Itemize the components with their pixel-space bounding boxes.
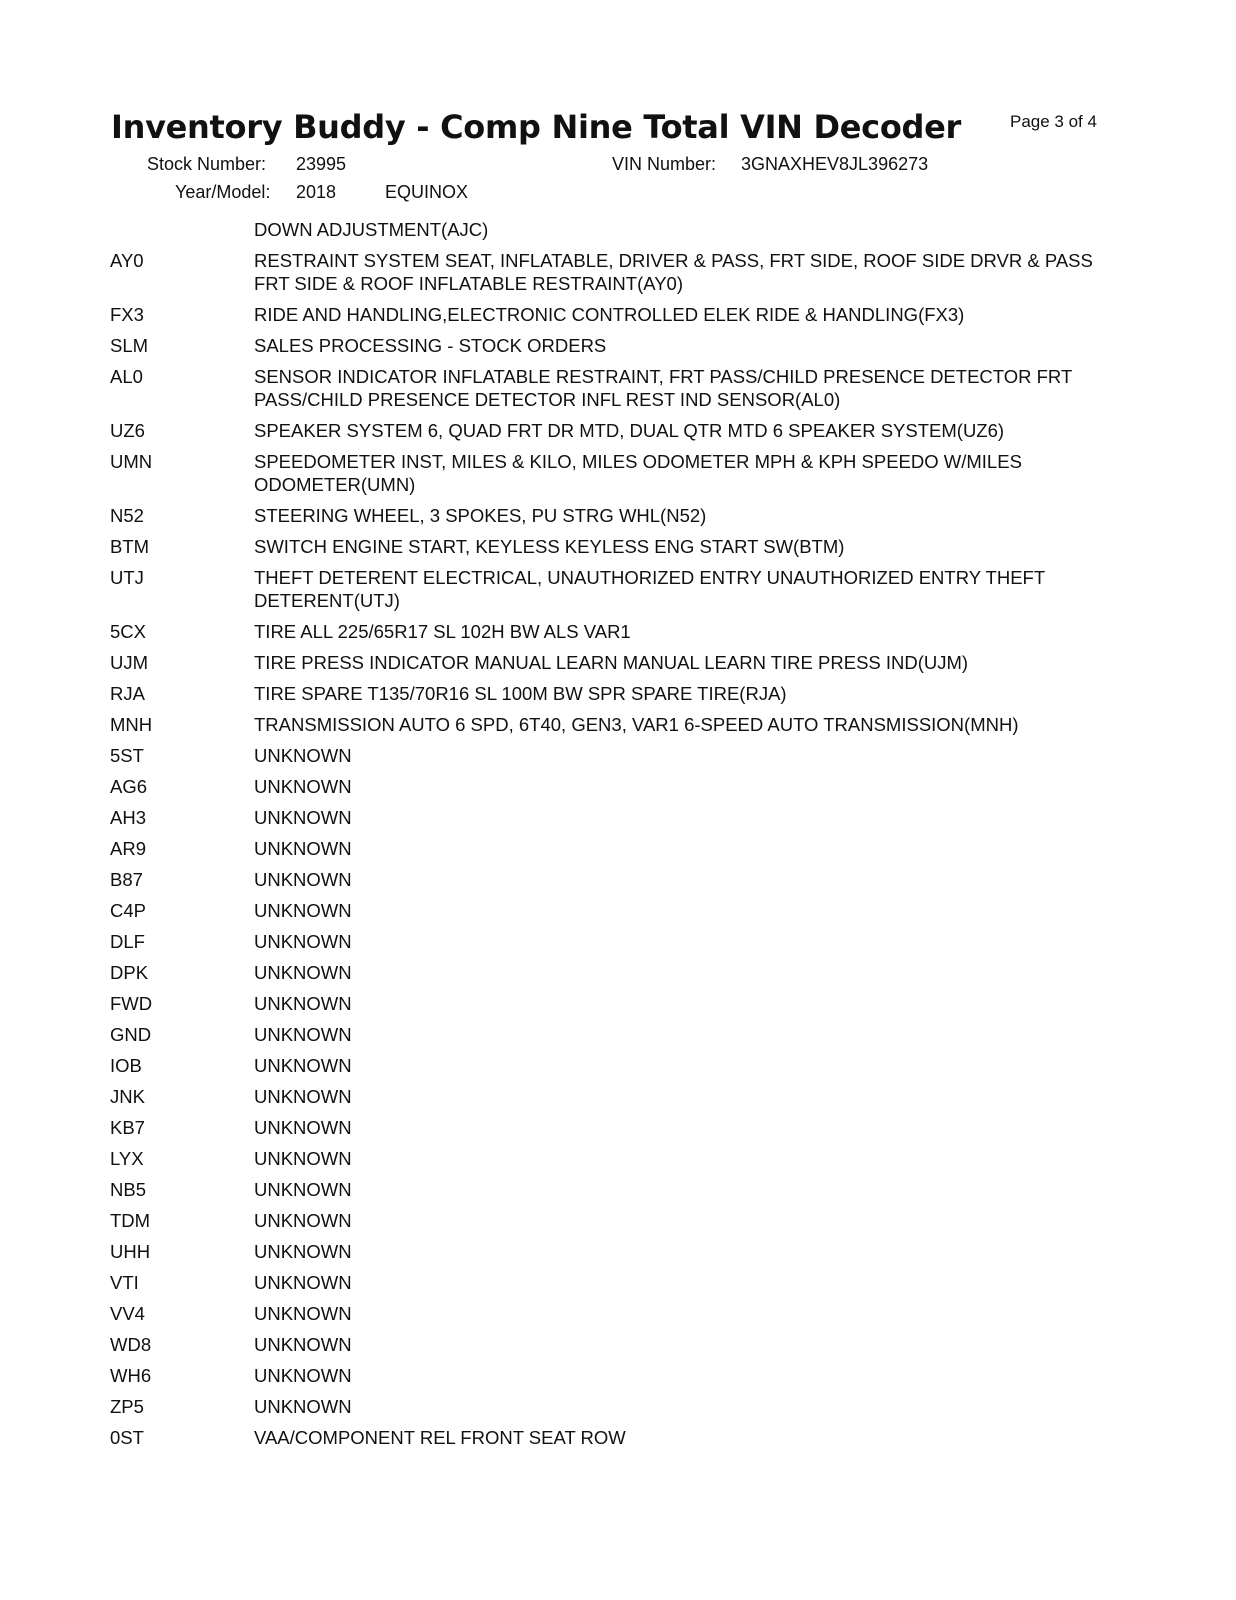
list-item: [110, 1426, 1120, 1449]
model-value: EQUINOX: [385, 182, 469, 202]
option-description: DOWN ADJUSTMENT(AJC): [254, 219, 489, 240]
list-item: [110, 566, 1120, 612]
option-description: UNKNOWN: [254, 745, 352, 766]
list-item: [110, 535, 1120, 558]
list-item: [110, 961, 1120, 984]
option-description: UNKNOWN: [254, 1272, 352, 1293]
option-code: AG6: [110, 776, 148, 797]
option-code: KB7: [110, 1117, 145, 1138]
list-item: [110, 620, 1120, 643]
option-code: JNK: [110, 1086, 145, 1107]
option-code: VTI: [110, 1272, 139, 1293]
option-description: SPEEDOMETER INST, MILES & KILO, MILES ODOMETER MPH & KPH SPEEDO W/MILES ODOMETER(UMN): [254, 451, 1022, 495]
option-description: TRANSMISSION AUTO 6 SPD, 6T40, GEN3, VAR1 6-SPEED AUTO TRANSMISSION(MNH): [254, 714, 1019, 735]
option-code: 5CX: [110, 621, 146, 642]
list-item: [110, 651, 1120, 674]
list-item: [110, 218, 1120, 241]
list-item: [110, 1302, 1120, 1325]
option-code: AY0: [110, 250, 144, 271]
option-description: UNKNOWN: [254, 1024, 352, 1045]
year-model-label: Year/Model:: [175, 182, 271, 202]
option-code: N52: [110, 505, 144, 526]
option-description: SENSOR INDICATOR INFLATABLE RESTRAINT, FRT PASS/CHILD PRESENCE DETECTOR FRT PASS/CHILD PRESENCE DETECTOR INFL REST IND SENSOR(AL0): [254, 366, 1072, 410]
option-code: IOB: [110, 1055, 142, 1076]
list-item: [110, 1023, 1120, 1046]
option-code: AR9: [110, 838, 146, 859]
option-code: UHH: [110, 1241, 151, 1262]
option-description: UNKNOWN: [254, 1303, 352, 1324]
document-title: Inventory Buddy - Comp Nine Total VIN Decoder: [111, 108, 962, 146]
option-description: TIRE SPARE T135/70R16 SL 100M BW SPR SPARE TIRE(RJA): [254, 683, 787, 704]
option-description: UNKNOWN: [254, 1179, 352, 1200]
stock-number-label: Stock Number:: [147, 154, 267, 174]
option-description: SPEAKER SYSTEM 6, QUAD FRT DR MTD, DUAL QTR MTD 6 SPEAKER SYSTEM(UZ6): [254, 420, 1005, 441]
option-description: UNKNOWN: [254, 869, 352, 890]
option-code: 5ST: [110, 745, 144, 766]
list-item: [110, 419, 1120, 442]
option-code: UZ6: [110, 420, 145, 441]
list-item: [110, 365, 1120, 411]
option-code: FX3: [110, 304, 144, 325]
list-item: [110, 1116, 1120, 1139]
option-description: UNKNOWN: [254, 1148, 352, 1169]
option-description: UNKNOWN: [254, 1365, 352, 1386]
list-item: [110, 249, 1120, 295]
option-code: BTM: [110, 536, 150, 557]
list-item: [110, 930, 1120, 953]
option-description: UNKNOWN: [254, 900, 352, 921]
option-description: UNKNOWN: [254, 838, 352, 859]
option-code: WH6: [110, 1365, 152, 1386]
option-code: LYX: [110, 1148, 144, 1169]
list-item: [110, 868, 1120, 891]
option-code: MNH: [110, 714, 153, 735]
option-description: TIRE ALL 225/65R17 SL 102H BW ALS VAR1: [254, 621, 631, 642]
option-description: RIDE AND HANDLING,ELECTRONIC CONTROLLED ELEK RIDE & HANDLING(FX3): [254, 304, 965, 325]
list-item: [110, 992, 1120, 1015]
option-code: SLM: [110, 335, 149, 356]
option-code: AL0: [110, 366, 143, 387]
list-item: [110, 1271, 1120, 1294]
option-code: C4P: [110, 900, 146, 921]
option-code: RJA: [110, 683, 145, 704]
list-item: [110, 1147, 1120, 1170]
option-code: FWD: [110, 993, 153, 1014]
option-code: DPK: [110, 962, 149, 983]
vin-number-value: 3GNAXHEV8JL396273: [741, 154, 929, 174]
option-description: UNKNOWN: [254, 1334, 352, 1355]
option-code: NB5: [110, 1179, 146, 1200]
option-description: UNKNOWN: [254, 807, 352, 828]
list-item: [110, 713, 1120, 736]
page-number: Page 3 of 4: [1010, 112, 1097, 131]
option-description: SWITCH ENGINE START, KEYLESS KEYLESS ENG START SW(BTM): [254, 536, 845, 557]
option-code-list: [110, 218, 1120, 1457]
option-description: VAA/COMPONENT REL FRONT SEAT ROW: [254, 1427, 626, 1448]
option-description: UNKNOWN: [254, 962, 352, 983]
option-description: SALES PROCESSING - STOCK ORDERS: [254, 335, 607, 356]
list-item: [110, 1178, 1120, 1201]
option-code: AH3: [110, 807, 146, 828]
option-code: WD8: [110, 1334, 152, 1355]
list-item: [110, 1395, 1120, 1418]
option-code: GND: [110, 1024, 152, 1045]
option-code: DLF: [110, 931, 145, 952]
list-item: [110, 303, 1120, 326]
list-item: [110, 450, 1120, 496]
option-description: UNKNOWN: [254, 1055, 352, 1076]
option-code: UJM: [110, 652, 149, 673]
option-description: UNKNOWN: [254, 776, 352, 797]
option-description: TIRE PRESS INDICATOR MANUAL LEARN MANUAL LEARN TIRE PRESS IND(UJM): [254, 652, 969, 673]
option-code: B87: [110, 869, 143, 890]
list-item: [110, 744, 1120, 767]
list-item: [110, 1333, 1120, 1356]
list-item: [110, 899, 1120, 922]
list-item: [110, 1054, 1120, 1077]
option-description: STEERING WHEEL, 3 SPOKES, PU STRG WHL(N52): [254, 505, 707, 526]
option-description: THEFT DETERENT ELECTRICAL, UNAUTHORIZED ENTRY UNAUTHORIZED ENTRY THEFT DETERENT(UTJ): [254, 567, 1045, 611]
option-description: UNKNOWN: [254, 1210, 352, 1231]
stock-number-value: 23995: [296, 154, 347, 174]
list-item: [110, 1085, 1120, 1108]
list-item: [110, 334, 1120, 357]
option-code: UTJ: [110, 567, 144, 588]
option-description: UNKNOWN: [254, 1396, 352, 1417]
list-item: [110, 1209, 1120, 1232]
option-description: UNKNOWN: [254, 1117, 352, 1138]
list-item: [110, 1240, 1120, 1263]
option-code: ZP5: [110, 1396, 144, 1417]
option-description: UNKNOWN: [254, 1086, 352, 1107]
option-code: 0ST: [110, 1427, 144, 1448]
list-item: [110, 775, 1120, 798]
option-description: UNKNOWN: [254, 993, 352, 1014]
option-code: VV4: [110, 1303, 145, 1324]
list-item: [110, 682, 1120, 705]
list-item: [110, 837, 1120, 860]
option-description: RESTRAINT SYSTEM SEAT, INFLATABLE, DRIVER & PASS, FRT SIDE, ROOF SIDE DRVR & PASS FRT SIDE & ROOF INFLATABLE RESTRAINT(AY0): [254, 250, 1093, 294]
option-description: UNKNOWN: [254, 1241, 352, 1262]
option-code: TDM: [110, 1210, 151, 1231]
year-value: 2018: [296, 182, 337, 202]
option-description: UNKNOWN: [254, 931, 352, 952]
list-item: [110, 504, 1120, 527]
list-item: [110, 1364, 1120, 1387]
vin-number-label: VIN Number:: [612, 154, 717, 174]
option-code: UMN: [110, 451, 153, 472]
list-item: [110, 806, 1120, 829]
